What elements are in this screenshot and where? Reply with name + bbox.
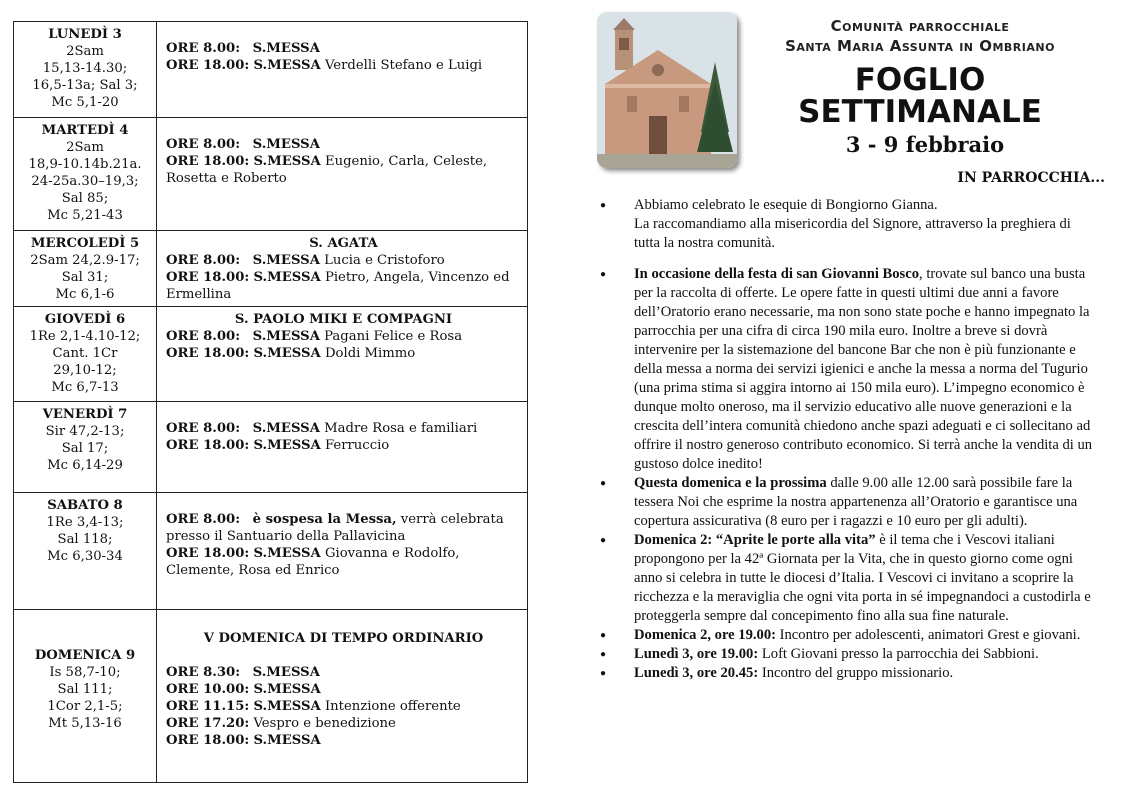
day-cell [14,118,157,231]
masses-cell [157,231,528,307]
reading: 1Re 2,1-4.10-12; [29,329,141,344]
mass-label: S.MESSA [252,665,320,680]
mass-intention: Pietro, Angela, Vincenzo ed Ermellina [166,270,510,302]
mass-time: ORE 18.00: [166,58,250,73]
mass-line [166,511,521,545]
reading: Sal 85; [61,191,109,206]
mass-time: ORE 8.00: [166,137,241,152]
parish-name [760,16,1080,56]
day-title: MERCOLEDÌ 5 [30,236,140,251]
mass-time: ORE 17.20: [166,716,250,731]
reading: 24-25a.30–19,3; [31,174,139,189]
mass-intention: Lucia e Cristoforo [324,253,445,268]
mass-intention: Ferruccio [324,438,390,453]
reading: Mc 6,30-34 [47,549,123,564]
mass-line [166,545,521,579]
day-title: GIOVEDÌ 6 [44,312,126,327]
reading: Mc 6,1-6 [55,287,115,302]
mass-line [166,153,521,187]
notice-heading: Lunedì 3, ore 19.00: [634,646,759,662]
masses-cell [157,402,528,493]
notice-item [596,645,1099,664]
mass-intention: Madre Rosa e familiari [324,421,478,436]
mass-line [166,328,521,345]
mass-time: ORE 10.00: [166,682,250,697]
reading: Mc 6,7-13 [51,380,119,395]
mass-intention: Eugenio, Carla, Celeste, Rosetta e Roberto [166,154,488,186]
day-title: SABATO 8 [47,498,123,513]
bulletin-title-line1: FOGLIO [854,62,986,98]
mass-line [166,269,521,303]
notice-heading: Domenica 2: “Aprite le porte alla vita” [634,532,876,548]
schedule-row-saturday [14,493,528,610]
notice-heading: Lunedì 3, ore 20.45: [634,665,759,681]
date-range: 3 - 9 febbraio [845,132,1005,157]
day-cell [14,231,157,307]
notices-list [596,196,1099,683]
parish-name-line1: Comunità parrocchiale [830,17,1010,35]
mass-label: S.MESSA [253,546,321,561]
mass-label: S.MESSA [253,346,321,361]
mass-time: ORE 18.00: [166,346,250,361]
mass-time: ORE 8.00: [166,512,241,527]
church-photo [597,12,737,168]
notice-item [596,531,1099,626]
mass-intention: Pagani Felice e Rosa [324,329,463,344]
bulletin-title-line2: SETTIMANALE [798,94,1042,130]
day-cell [14,22,157,118]
mass-intention: Vespro e benedizione [253,716,396,731]
masses-cell [157,307,528,402]
notice-text: Abbiamo celebrato le esequie di Bongiorno Gianna. La raccomandiamo alla misericordia del Signore, attraverso la preghiera di tutta la nostra comunità. [634,197,1071,251]
mass-time: ORE 11.15: [166,699,250,714]
reading: Sir 47,2-13; [45,424,125,439]
mass-label: S.MESSA [253,733,321,748]
feast-title: S. PAOLO MIKI E COMPAGNI [234,312,453,327]
reading: Sal 17; [61,441,109,456]
parish-name-line2: Santa Maria Assunta in Ombriano [785,37,1055,55]
reading: Sal 111; [57,682,113,697]
reading: Cant. 1Cr [52,346,118,361]
notice-heading: In occasione della festa di san Giovanni Bosco [634,266,920,282]
mass-label: è sospesa la Messa, [252,512,397,527]
notice-text: Incontro del gruppo missionario. [758,665,954,681]
masses-cell [157,610,528,783]
reading: 29,10-12; [53,363,117,378]
mass-intention: Intenzione offerente [324,699,461,714]
schedule-row-monday [14,22,528,118]
mass-intention: verrà celebrata presso il Santuario della Pallavicina [166,512,504,544]
mass-line [166,136,521,153]
mass-intention: Doldi Mimmo [324,346,416,361]
reading: Mc 5,1-20 [51,95,119,110]
schedule-row-tuesday [14,118,528,231]
mass-time: ORE 18.00: [166,733,250,748]
schedule-row-friday [14,402,528,493]
day-cell [14,307,157,402]
mass-label: S.MESSA [252,137,320,152]
day-title: DOMENICA 9 [34,648,136,663]
mass-line [166,40,521,57]
mass-label: S.MESSA [253,682,321,697]
day-cell [14,493,157,610]
masses-cell [157,118,528,231]
reading: Sal 31; [61,270,109,285]
reading: 15,13-14.30; [42,61,128,76]
mass-time: ORE 8.00: [166,421,241,436]
mass-time: ORE 18.00: [166,154,250,169]
mass-line [166,252,521,269]
section-heading: IN PARROCCHIA... [957,170,1105,186]
feast-title: S. AGATA [309,236,378,251]
day-title: VENERDÌ 7 [42,407,128,422]
day-title: LUNEDÌ 3 [48,27,122,42]
reading: Sal 118; [57,532,113,547]
mass-label: S.MESSA [253,438,321,453]
mass-line [166,437,521,454]
mass-label: S.MESSA [253,58,321,73]
reading: 2Sam [66,140,104,155]
mass-label: S.MESSA [252,253,320,268]
reading: 1Cor 2,1-5; [47,699,123,714]
mass-label: S.MESSA [253,154,321,169]
notice-text: Incontro per adolescenti, animatori Grest e giovani. [776,627,1081,643]
mass-line [166,732,521,749]
mass-time: ORE 8.00: [166,329,241,344]
mass-line [166,420,521,437]
notice-text: dalle 9.00 alle 12.00 sarà possibile fare la tessera Noi che esprime la nostra appartenenza all’Oratorio e garantisce una copertura assicurativa (8 euro per i ragazzi e 10 euro per gli adulti). [634,475,1078,529]
mass-line [166,681,521,698]
notice-heading: Questa domenica e la prossima [634,475,827,491]
mass-label: S.MESSA [253,270,321,285]
mass-line [166,664,521,681]
mass-intention: Giovanna e Rodolfo, Clemente, Rosa ed Enrico [166,546,460,578]
notice-item [596,265,1099,474]
reading: 1Re 3,4-13; [46,515,124,530]
day-title: MARTEDÌ 4 [41,123,129,138]
mass-time: ORE 8.30: [166,665,241,680]
mass-intention: Verdelli Stefano e Luigi [324,58,483,73]
reading: Is 58,7-10; [49,665,121,680]
mass-line [166,715,521,732]
notice-item [596,196,1099,253]
reading: 18,9-10.14b.21a. [28,157,142,172]
day-cell [14,610,157,783]
mass-time: ORE 18.00: [166,438,250,453]
mass-line [166,345,521,362]
church-illustration [597,12,737,168]
mass-label: S.MESSA [253,699,321,714]
notice-item [596,626,1099,645]
mass-schedule-table [13,21,528,783]
mass-line [166,698,521,715]
notice-text: è il tema che i Vescovi italiani propongono per la 42ª Giornata per la Vita, che in questo giorno come ogni anno si celebra in tutte le diocesi d’Italia. I Vescovi ci invitano a scoprire la ricchezza e la meraviglia che ogni vita porta in sé impegnandoci a custodirla e proteggerla sempre dal concepimento fino alla sua fine naturale. [634,532,1091,624]
notice-text: , trovate sul banco una busta per la raccolta di offerte. Le opere fatte in questi ultimi due anni a favore dell’Oratorio erano necessarie, ma non sono state poche e hanno impegnato la parrocchia per una cifra di circa 190 mila euro. Inoltre a breve si dovrà intervenire per la sistemazione del bancone Bar che non è più funzionante e della messa a norma dei servizi igienici e anche la messa a norma del Tugurio (una prima stima si aggira intorno ai 150 mila euro). L’impegno economico è dunque molto oneroso, ma il servizio educativo alle nuove generazioni e la crescita dell’intera comunità chiedono anche spazi adeguati e ci sollecitano ad offrire il nostro generoso contributo economico. Si terrà anche la vendita di un gustoso dolce inedito! [634,266,1093,472]
notice-text: Loft Giovani presso la parrocchia dei Sabbioni. [758,646,1039,662]
mass-label: S.MESSA [252,421,320,436]
mass-time: ORE 18.00: [166,546,250,561]
schedule-row-wednesday [14,231,528,307]
reading: Mc 5,21-43 [47,208,123,223]
reading: Mc 6,14-29 [47,458,123,473]
day-cell [14,402,157,493]
feast-title: V DOMENICA DI TEMPO ORDINARIO [203,631,484,646]
mass-time: ORE 8.00: [166,253,241,268]
reading: 16,5-13a; Sal 3; [32,78,138,93]
schedule-row-thursday [14,307,528,402]
masses-cell [157,22,528,118]
reading: 2Sam [66,44,104,59]
notice-item [596,664,1099,683]
mass-label: S.MESSA [252,41,320,56]
mass-label: S.MESSA [252,329,320,344]
notice-heading: Domenica 2, ore 19.00: [634,627,776,643]
schedule-row-sunday [14,610,528,783]
bulletin-title [760,64,1080,128]
masses-cell [157,493,528,610]
mass-line [166,57,521,74]
mass-time: ORE 18.00: [166,270,250,285]
notice-item [596,474,1099,531]
reading: Mt 5,13-16 [48,716,122,731]
mass-time: ORE 8.00: [166,41,241,56]
reading: 2Sam 24,2.9-17; [30,253,140,268]
